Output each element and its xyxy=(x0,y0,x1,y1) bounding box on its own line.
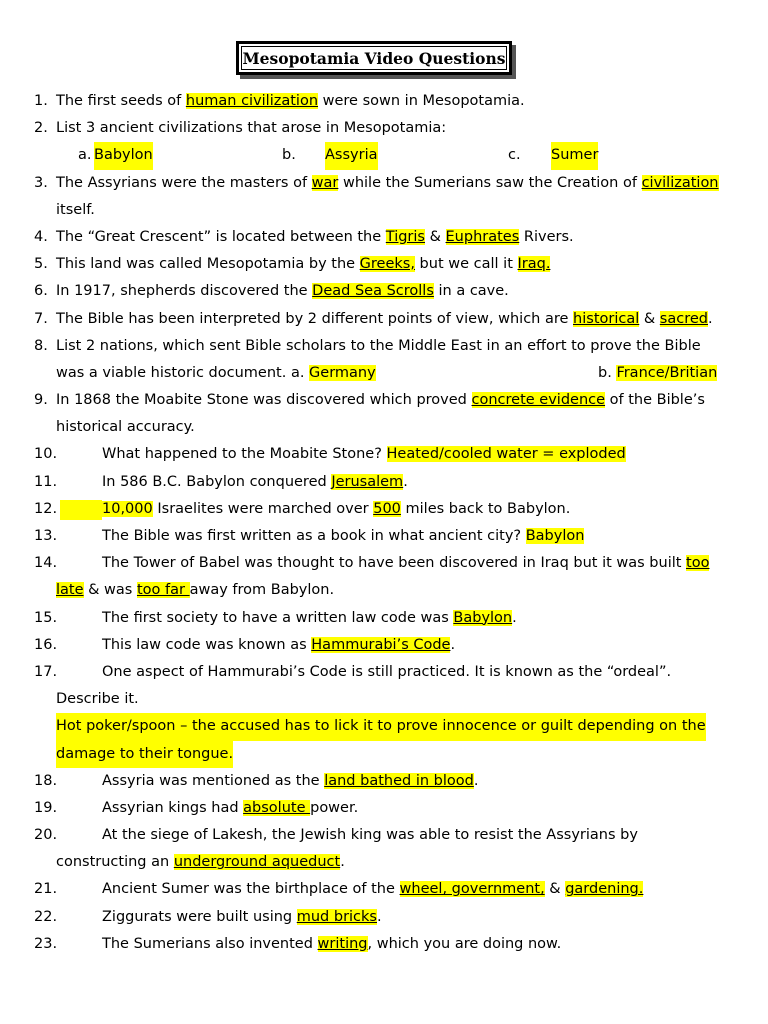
question-text: . xyxy=(512,609,517,626)
question-text: were sown in Mesopotamia. xyxy=(318,93,525,109)
question-text: The Tower of Babel was thought to have been discovered in Iraq but it was built xyxy=(102,555,687,572)
question-8-cont xyxy=(34,360,754,387)
question-number: 19. xyxy=(34,799,58,816)
question-number: 7. xyxy=(34,310,48,327)
answer: Babylon xyxy=(453,609,513,626)
question-text: of the Bible’s xyxy=(605,392,705,409)
question-10 xyxy=(34,441,754,468)
question-text: The “Great Crescent” is located between the xyxy=(56,228,386,245)
question-2-answers xyxy=(34,142,754,169)
answer: France/Britian xyxy=(616,364,718,381)
question-text: In 1868 the Moabite Stone was discovered which proved xyxy=(56,392,472,409)
answer: Jerusalem xyxy=(331,473,404,490)
question-text: The Assyrians were the masters of xyxy=(56,174,312,191)
question-text: This law code was known as xyxy=(102,636,312,653)
question-text: . xyxy=(376,908,382,925)
answer: damage to their tongue. xyxy=(56,741,233,768)
question-number: 22. xyxy=(34,908,58,925)
question-3-cont xyxy=(34,197,754,224)
answer: Germany xyxy=(309,364,376,381)
question-number: 6. xyxy=(34,283,48,300)
question-20-cont xyxy=(34,849,754,876)
option-label: b. xyxy=(598,364,617,381)
answer: Assyria xyxy=(325,142,378,169)
question-number: 21. xyxy=(34,881,58,898)
question-text: What happened to the Moabite Stone? xyxy=(102,446,387,463)
question-text: & xyxy=(544,881,566,898)
question-number: 8. xyxy=(34,337,48,354)
answer: Babylon xyxy=(525,528,585,544)
question-text: but we call it xyxy=(414,256,518,273)
question-text: One aspect of Hammurabi’s Code is still practiced. It is known as the “ordeal”. xyxy=(102,663,672,680)
option-label: a. xyxy=(78,147,92,164)
question-text: & was xyxy=(83,582,137,599)
question-number: 12. xyxy=(34,500,58,517)
question-14-cont xyxy=(34,577,754,604)
question-text: The first seeds of xyxy=(56,93,186,109)
answer: mud bricks xyxy=(296,908,377,925)
option-label: b. xyxy=(282,147,296,164)
question-19 xyxy=(34,795,754,822)
question-text: Ziggurats were built using xyxy=(102,908,297,925)
question-text: Israelites were marched over xyxy=(152,500,374,517)
question-6 xyxy=(34,278,754,305)
question-number: 23. xyxy=(34,935,58,952)
question-text: Describe it. xyxy=(56,691,139,708)
question-text: The Bible was first written as a book in what ancient city? xyxy=(102,528,526,544)
title-box xyxy=(236,41,512,75)
question-12 xyxy=(34,496,754,523)
question-number: 5. xyxy=(34,256,48,273)
question-list xyxy=(34,88,754,958)
question-text: historical accuracy. xyxy=(56,419,195,436)
question-number: 1. xyxy=(34,93,48,109)
question-9-cont xyxy=(34,414,754,441)
answer: absolute xyxy=(243,799,311,816)
answer: Iraq. xyxy=(517,256,551,273)
question-number: 11. xyxy=(34,473,58,490)
answer: Hot poker/spoon – the accused has to lick it to prove innocence or guilt depending on the xyxy=(56,713,706,740)
question-number: 2. xyxy=(34,120,48,137)
option-label: c. xyxy=(508,147,521,164)
page-title: Mesopotamia Video Questions xyxy=(242,48,506,68)
question-text: . xyxy=(473,772,479,789)
answer: too far xyxy=(136,582,190,599)
question-number: 4. xyxy=(34,228,48,245)
question-text: constructing an xyxy=(56,854,174,871)
highlight-block xyxy=(60,500,102,520)
question-text: & xyxy=(639,310,660,327)
question-text: itself. xyxy=(56,201,95,218)
question-13 xyxy=(34,523,754,550)
question-number: 14. xyxy=(34,555,58,572)
question-number: 9. xyxy=(34,392,48,409)
question-number: 16. xyxy=(34,636,58,653)
answer: writing xyxy=(317,935,368,952)
question-text: This land was called Mesopotamia by the xyxy=(56,256,360,273)
question-text: In 1917, shepherds discovered the xyxy=(56,283,313,300)
question-21 xyxy=(34,876,754,903)
question-2 xyxy=(34,115,754,142)
question-4 xyxy=(34,224,754,251)
answer: Tigris xyxy=(385,228,425,245)
question-23 xyxy=(34,931,754,958)
question-text: The first society to have a written law code was xyxy=(102,609,454,626)
question-text: Assyria was mentioned as the xyxy=(102,772,325,789)
question-number: 20. xyxy=(34,827,58,844)
question-text: In 586 B.C. Babylon conquered xyxy=(102,473,332,490)
question-7 xyxy=(34,306,754,333)
question-20 xyxy=(34,822,754,849)
answer: Hammurabi’s Code xyxy=(311,636,451,653)
question-14 xyxy=(34,550,754,577)
question-17-cont xyxy=(34,686,754,713)
answer: gardening. xyxy=(565,881,644,898)
question-number: 10. xyxy=(34,446,58,463)
question-text: . xyxy=(403,473,408,490)
answer: late xyxy=(56,582,84,599)
answer: 500 xyxy=(373,500,401,517)
question-text: List 2 nations, which sent Bible scholars to the Middle East in an effort to prove the Bible xyxy=(56,337,701,354)
answer: underground aqueduct xyxy=(173,854,341,871)
question-text: away from Babylon. xyxy=(189,582,335,599)
question-number: 18. xyxy=(34,772,58,789)
question-text: power. xyxy=(310,799,359,816)
answer: human civilization xyxy=(185,93,319,109)
question-number: 13. xyxy=(34,528,58,544)
question-15 xyxy=(34,605,754,632)
question-17-answer-1 xyxy=(34,713,754,740)
answer: Heated/cooled water = exploded xyxy=(386,446,626,463)
question-3 xyxy=(34,170,754,197)
question-text: was a viable historic document. a. xyxy=(56,364,310,381)
question-text: . xyxy=(450,636,456,653)
answer: too xyxy=(686,555,710,572)
answer: wheel, government, xyxy=(399,881,545,898)
question-text: Assyrian kings had xyxy=(102,799,244,816)
answer: Greeks, xyxy=(359,256,415,273)
answer: Babylon xyxy=(94,142,153,169)
question-5 xyxy=(34,251,754,278)
answer: sacred xyxy=(659,310,708,327)
answer: Euphrates xyxy=(445,228,520,245)
answer: concrete evidence xyxy=(471,392,606,409)
question-text: . xyxy=(707,310,713,327)
question-text: Rivers. xyxy=(519,228,574,245)
question-16 xyxy=(34,632,754,659)
question-text: , which you are doing now. xyxy=(367,935,562,952)
question-8 xyxy=(34,333,754,360)
answer: Sumer xyxy=(551,142,598,169)
answer: land bathed in blood xyxy=(324,772,474,789)
answer: 10,000 xyxy=(102,500,153,517)
question-text: miles back to Babylon. xyxy=(400,500,571,517)
question-text: At the siege of Lakesh, the Jewish king was able to resist the Assyrians by xyxy=(102,827,638,844)
question-text: The Sumerians also invented xyxy=(102,935,318,952)
question-18 xyxy=(34,768,754,795)
answer: war xyxy=(311,174,339,191)
question-text: List 3 ancient civilizations that arose in Mesopotamia: xyxy=(56,120,447,137)
question-1 xyxy=(34,88,754,115)
question-22 xyxy=(34,904,754,931)
question-text: Ancient Sumer was the birthplace of the xyxy=(102,881,400,898)
question-11 xyxy=(34,469,754,496)
question-text: & xyxy=(424,228,446,245)
question-text: while the Sumerians saw the Creation of xyxy=(338,174,642,191)
question-number: 15. xyxy=(34,609,58,626)
question-text: in a cave. xyxy=(433,283,509,300)
question-text: The Bible has been interpreted by 2 different points of view, which are xyxy=(56,310,574,327)
answer: civilization xyxy=(641,174,719,191)
question-text: . xyxy=(340,854,345,871)
answer: Dead Sea Scrolls xyxy=(312,283,434,300)
question-number: 3. xyxy=(34,174,48,191)
question-17-answer-2 xyxy=(34,741,754,768)
question-number: 17. xyxy=(34,663,58,680)
question-17 xyxy=(34,659,754,686)
answer: historical xyxy=(573,310,640,327)
question-9 xyxy=(34,387,754,414)
